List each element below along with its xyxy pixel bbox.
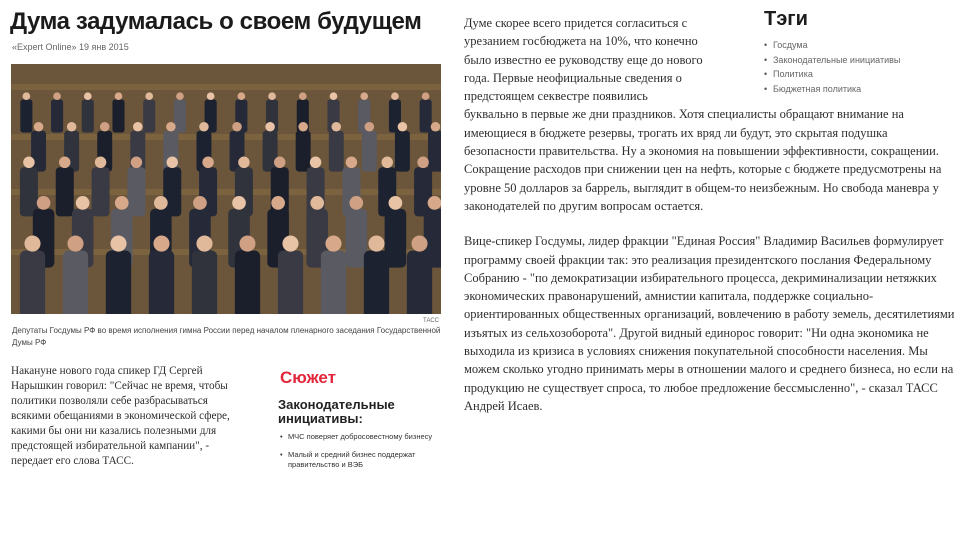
article-paragraph-1-wide: буквально в первые же дни праздников. Хотя специалисты обращают внимание на имеющиеся в бюджете резервы, трогать их вряд ли будут, это скрытая подушка безопасности правительства. Ну а экономия на повышении эффективности, сокращении. Сокращение расходов при снижении цен на нефть, которые с бюджете предусмотрены на уровне 50 долларов за баррель, выглядит в общем-то неизбежным. Но свобода маневра у законодателей по другим вопросам остается. <box>464 107 942 213</box>
tag-link[interactable]: • Госдума <box>764 38 900 53</box>
photo-credit: ТАСС <box>423 318 440 324</box>
story-link[interactable]: • Малый и средний бизнес поддержат правительство и ВЭБ <box>280 450 450 470</box>
tags-title: Тэги <box>764 8 808 30</box>
story-list <box>280 432 450 478</box>
article-meta: «Expert Online» 19 янв 2015 <box>12 42 129 52</box>
article-paragraph-2: Вице-спикер Госдумы, лидер фракции "Единая Россия" Владимир Васильев формулирует программу своей фракции так: это реализация президентского послания Федеральному Собранию - "по демократизации избирательного процесса, декриминализации нетяжких экономических правонарушений, амнистии капитала, поддержке социально-ориентированных общественных организаций, вовлечению в работу земель, десятилетиями изъятых из сельхозоборота". Другой видный единорос говорит: "Ни одна экономика не выходила из кризиса в условиях снижения покупательной способности населения. Мы можем сколько угодно принимать меры в отношении малого и среднего бизнеса, но если на продукцию не существует спроса, то любое предложение бессмысленно", - сказал ТАСС Андрей Исаев. <box>464 234 955 413</box>
tags-list <box>764 38 900 97</box>
tag-link[interactable]: • Законодательные инициативы <box>764 53 900 68</box>
parliament-photo <box>11 64 441 314</box>
tag-link[interactable]: • Бюджетная политика <box>764 82 900 97</box>
left-column-text <box>11 364 243 469</box>
story-subtitle[interactable]: Законодательные инициативы: <box>278 397 395 426</box>
photo-caption: Депутаты Госдумы РФ во время исполнения гимна России перед началом пленарного заседания Государственной Думы РФ <box>12 326 441 347</box>
article-headline: Дума задумалась о своем будущем <box>10 8 422 35</box>
tag-link[interactable]: • Политика <box>764 67 900 82</box>
story-title: Сюжет <box>280 368 336 387</box>
article-paragraph-1-narrow: Думе скорее всего придется согласиться с урезанием госбюджета на 10%, что конечно было известно ее руководству еще до нового года. Первые неофициальные сведения о предстоящем секвестре появились <box>464 16 703 104</box>
left-paragraph: Накануне нового года спикер ГД Сергей Нарышкин говорил: "Сейчас не время, чтобы политики позволяли себе разбрасываться всякими обещаниями в экономической сфере, какими бы они ни казались полезными для предстоящей избирательной кампании", - передает его слова ТАСС. <box>11 365 230 467</box>
story-link[interactable]: • МЧС поверяет добросовестному бизнесу <box>280 432 450 442</box>
